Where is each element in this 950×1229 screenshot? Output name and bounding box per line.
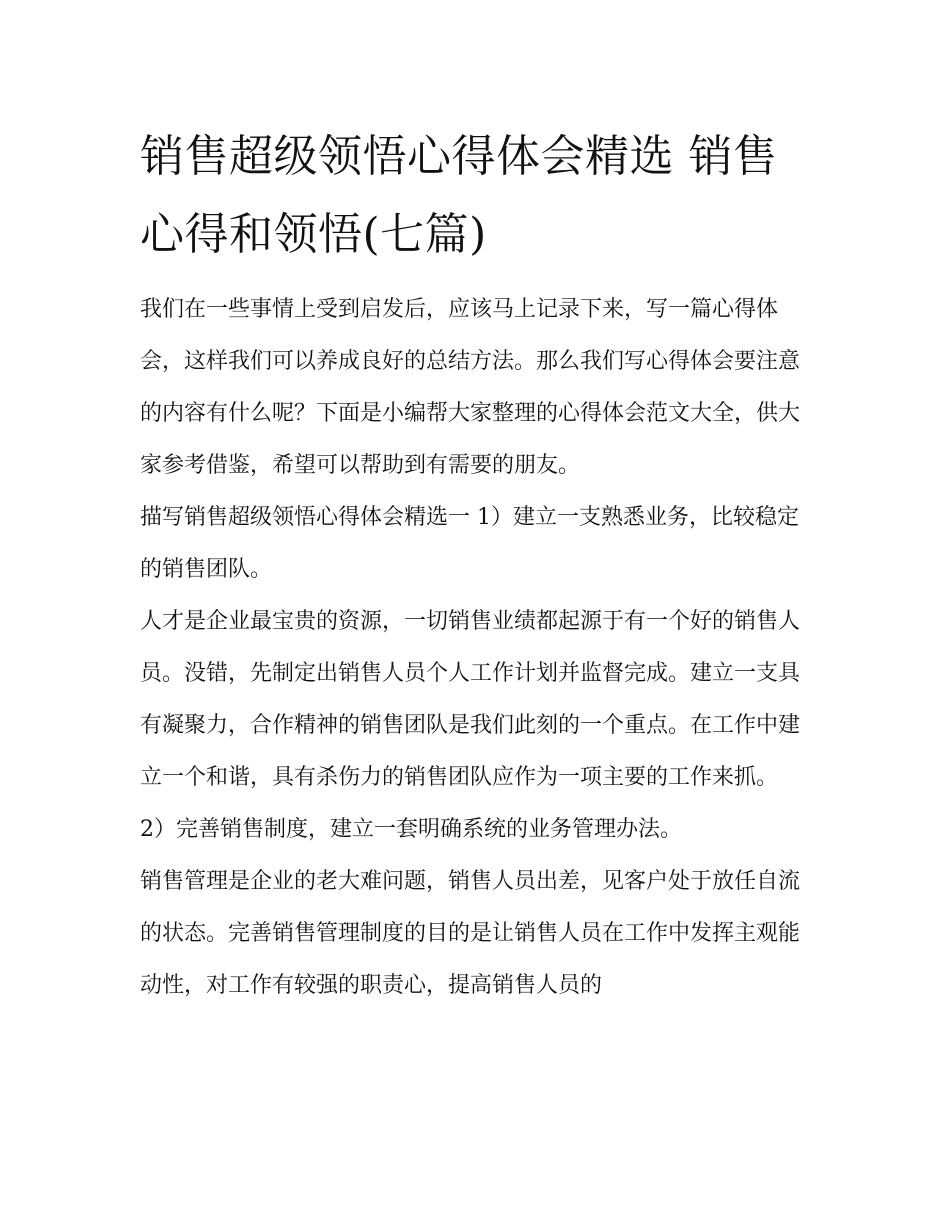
paragraph-section-two-heading: 2）完善销售制度，建立一套明确系统的业务管理办法。 (140, 817, 682, 842)
document-content (140, 118, 812, 1012)
document-title: 销售超级领悟心得体会精选 销售心得和领悟(七篇) (140, 131, 778, 260)
paragraph-talent: 人才是企业最宝贵的资源，一切销售业绩都起源于有一个好的销售人员。没错，先制定出销售人员个人工作计划并监督完成。建立一支具有凝聚力，合作精神的销售团队是我们此刻的一个重点。在工作中建立一个和谐，具有杀伤力的销售团队应作为一项主要的工作来抓。 (140, 609, 801, 790)
paragraph-intro: 我们在一些事情上受到启发后，应该马上记录下来，写一篇心得体会，这样我们可以养成良好的总结方法。那么我们写心得体会要注意的内容有什么呢？下面是小编帮大家整理的心得体会范文大全，供大家参考借鉴，希望可以帮助到有需要的朋友。 (140, 297, 801, 478)
paragraph-management: 销售管理是企业的老大难问题，销售人员出差，见客户处于放任自流的状态。完善销售管理制度的目的是让销售人员在工作中发挥主观能动性，对工作有较强的职责心，提高销售人员的 (140, 869, 801, 998)
paragraph-section-one-heading: 描写销售超级领悟心得体会精选一 1）建立一支熟悉业务，比较稳定的销售团队。 (140, 505, 799, 582)
document-body (140, 284, 812, 1012)
